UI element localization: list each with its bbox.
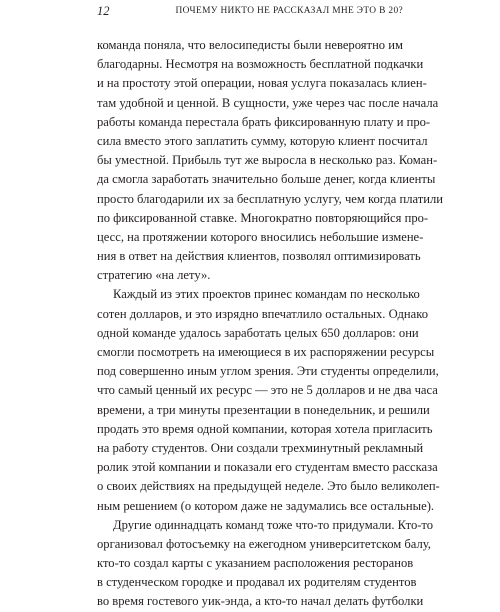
text-line: и на простоту этой операции, новая услуга показалась клиен- [97,76,427,91]
text-line: кто-то создал карты с указанием расположения ресторанов [97,556,414,571]
text-line: там удобной и ценной. В сущности, уже через час после начала [97,95,439,110]
text-line: ным решением (о котором даже не задумались все остальные). [97,498,435,513]
text-line: продать это время одной компании, которая хотела пригласить [97,421,433,436]
text-line: стратегию «на лету». [97,268,211,283]
text-line: да смогла заработать значительно больше денег, когда клиенты [97,172,436,187]
text-line: Другие одиннадцать команд тоже что-то придумали. Кто-то [113,517,434,532]
text-line: в студенческом городке и продавал их родителям студентов [97,575,417,590]
text-line: команда поняла, что велосипедисты были невероятно им [97,38,403,52]
text-line: Каждый из этих проектов принес командам по несколько [113,287,420,302]
text-line: под совершенно иным углом зрения. Эти студенты определили, [97,364,439,379]
text-line: работы команда перестала брать фиксированную плату и про- [97,114,431,129]
paragraph-2 [97,285,440,515]
running-head [97,4,403,20]
page-number: 12 [97,4,110,18]
text-line: по фиксированной ставке. Многократно повторяющийся про- [97,210,429,225]
paragraph-3 [97,516,434,612]
text-line: во время гостевого уик-энда, а кто-то начал делать футболки [97,594,424,609]
text-line: времени, а три минуты презентации в понедельник, и решили [97,402,430,417]
text-line: одной команде удалось заработать целых 650 долларов: они [97,325,419,340]
text-line: на работу студентов. Они создали трехминутный рекламный [97,440,424,455]
text-line: цесс, на протяжении которого вносились небольшие измене- [97,229,424,244]
text-line: сила вместо этого заплатить сумму, которую клиент посчитал [97,133,428,148]
text-line: организовал фотосъемку на ежегодном университетском балу, [97,536,431,551]
text-line: просто благодарили их за бесплатную услугу, чем когда платили [97,191,444,206]
running-title: ПОЧЕМУ НИКТО НЕ РАССКАЗАЛ МНЕ ЭТО В 20? [175,6,403,16]
text-line: благодарны. Несмотря на возможность бесплатной подкачки [97,57,424,72]
text-line: о своих действиях на предыдущей неделе. Это было великолеп- [97,479,440,494]
text-line: бы уместной. Прибыль тут же выросла в несколько раз. Коман- [97,153,438,168]
text-line: что самый ценный их ресурс — это не 5 долларов и не два часа [97,383,438,398]
text-line: ния в ответ на действия клиентов, позволял оптимизировать [97,249,421,264]
body-text [97,36,444,612]
paragraph-1 [97,36,444,285]
text-line: ролик этой компании и показали его студентам вместо рассказа [97,460,438,475]
text-line: сотен долларов, и это изрядно впечатлило остальных. Однако [97,306,429,321]
text-line: смогли посмотреть на имеющиеся в их распоряжении ресурсы [97,345,435,359]
